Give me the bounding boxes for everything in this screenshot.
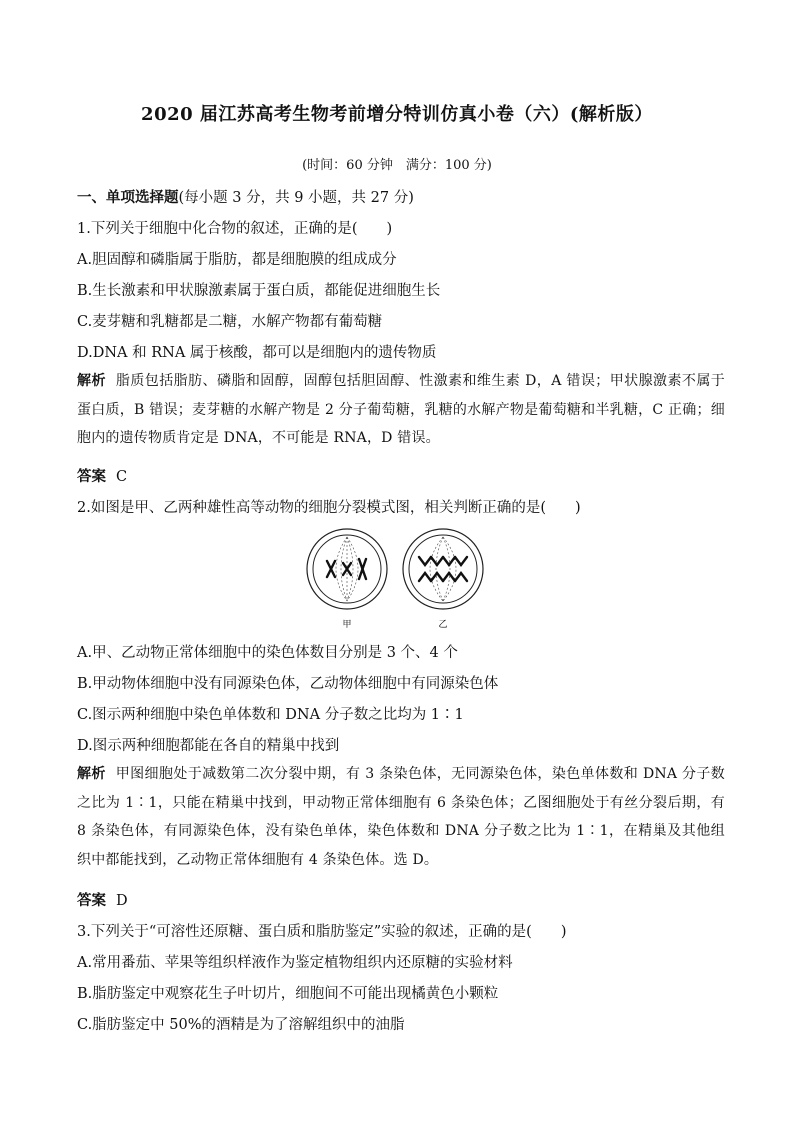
q2-analysis-text: 甲图细胞处于减数第二次分裂中期，有 3 条染色体，无同源染色体，染色单体数和 DNA 分子数之比为 1∶1，只能在精巢中找到，甲动物正常体细胞有 6 条染色体；乙图细胞处于有丝分裂后期，有 8 条染色体，有同源染色体，没有染色单体，染色体数和 DNA 分子数之比为 1∶1，在精巢及其他组织中都能找到，乙动物正常体细胞有 4 条染色体。选 D。: [77, 766, 725, 868]
q3-option-a: A.常用番茄、苹果等组织样液作为鉴定植物组织内还原糖的实验材料: [77, 955, 513, 971]
section-label: 一、单项选择题: [77, 189, 179, 206]
q1-analysis-text: 脂质包括脂肪、磷脂和固醇，固醇包括胆固醇、性激素和维生素 D，A 错误；甲状腺激素不属于蛋白质，B 错误；麦芽糖的水解产物是 2 分子葡萄糖，乳糖的水解产物是葡萄糖和半乳糖，C 正确；细胞内的遗传物质肯定是 DNA，不可能是 RNA，D 错误。: [77, 373, 725, 446]
exam-info: (时间：60 分钟 满分：100 分): [302, 158, 492, 173]
q2-stem: 2.如图是甲、乙两种雄性高等动物的细胞分裂模式图，相关判断正确的是( ): [77, 500, 581, 516]
q1-stem: 1.下列关于细胞中化合物的叙述，正确的是( ): [77, 221, 393, 237]
q1-option-b: B.生长激素和甲状腺激素属于蛋白质，都能促进细胞生长: [77, 283, 441, 299]
q2-option-c: C.图示两种细胞中染色单体数和 DNA 分子数之比均为 1∶1: [77, 707, 464, 723]
q2-option-d: D.图示两种细胞都能在各自的精巢中找到: [77, 738, 340, 754]
q2-answer-value: D: [116, 893, 128, 909]
q1-analysis: [77, 367, 725, 453]
q1-answer: [77, 465, 127, 486]
page-title: 2020 届江苏高考生物考前增分特训仿真小卷（六）(解析版）: [141, 104, 653, 125]
q2-option-a: A.甲、乙动物正常体细胞中的染色体数目分别是 3 个、4 个: [77, 645, 458, 661]
analysis-label: 解析: [77, 373, 106, 389]
cell-jia-diagram: [307, 529, 387, 609]
q2-analysis: [77, 760, 725, 874]
q2-option-b: B.甲动物体细胞中没有同源染色体，乙动物体细胞中有同源染色体: [77, 676, 499, 692]
section-heading: [77, 186, 414, 207]
q1-answer-value: C: [116, 469, 128, 485]
q3-stem: 3.下列关于“可溶性还原糖、蛋白质和脂肪鉴定”实验的叙述，正确的是( ): [77, 924, 567, 940]
answer-label: 答案: [77, 892, 106, 909]
analysis-label: 解析: [77, 766, 106, 782]
q1-option-c: C.麦芽糖和乳糖都是二糖，水解产物都有葡萄糖: [77, 314, 383, 330]
q1-option-d: D.DNA 和 RNA 属于核酸，都可以是细胞内的遗传物质: [77, 345, 437, 361]
cell-yi-label: 乙: [438, 620, 448, 630]
q3-option-b: B.脂肪鉴定中观察花生子叶切片，细胞间不可能出现橘黄色小颗粒: [77, 986, 499, 1002]
q3-option-c: C.脂肪鉴定中 50%的酒精是为了溶解组织中的油脂: [77, 1017, 405, 1033]
section-note: (每小题 3 分，共 9 小题，共 27 分): [178, 190, 414, 206]
answer-label: 答案: [77, 468, 106, 485]
q2-answer: [77, 889, 128, 910]
cell-jia-label: 甲: [342, 620, 352, 630]
cell-yi-diagram: [403, 529, 483, 609]
cell-division-figure: [305, 525, 485, 637]
q1-option-a: A.胆固醇和磷脂属于脂肪，都是细胞膜的组成成分: [77, 252, 397, 268]
